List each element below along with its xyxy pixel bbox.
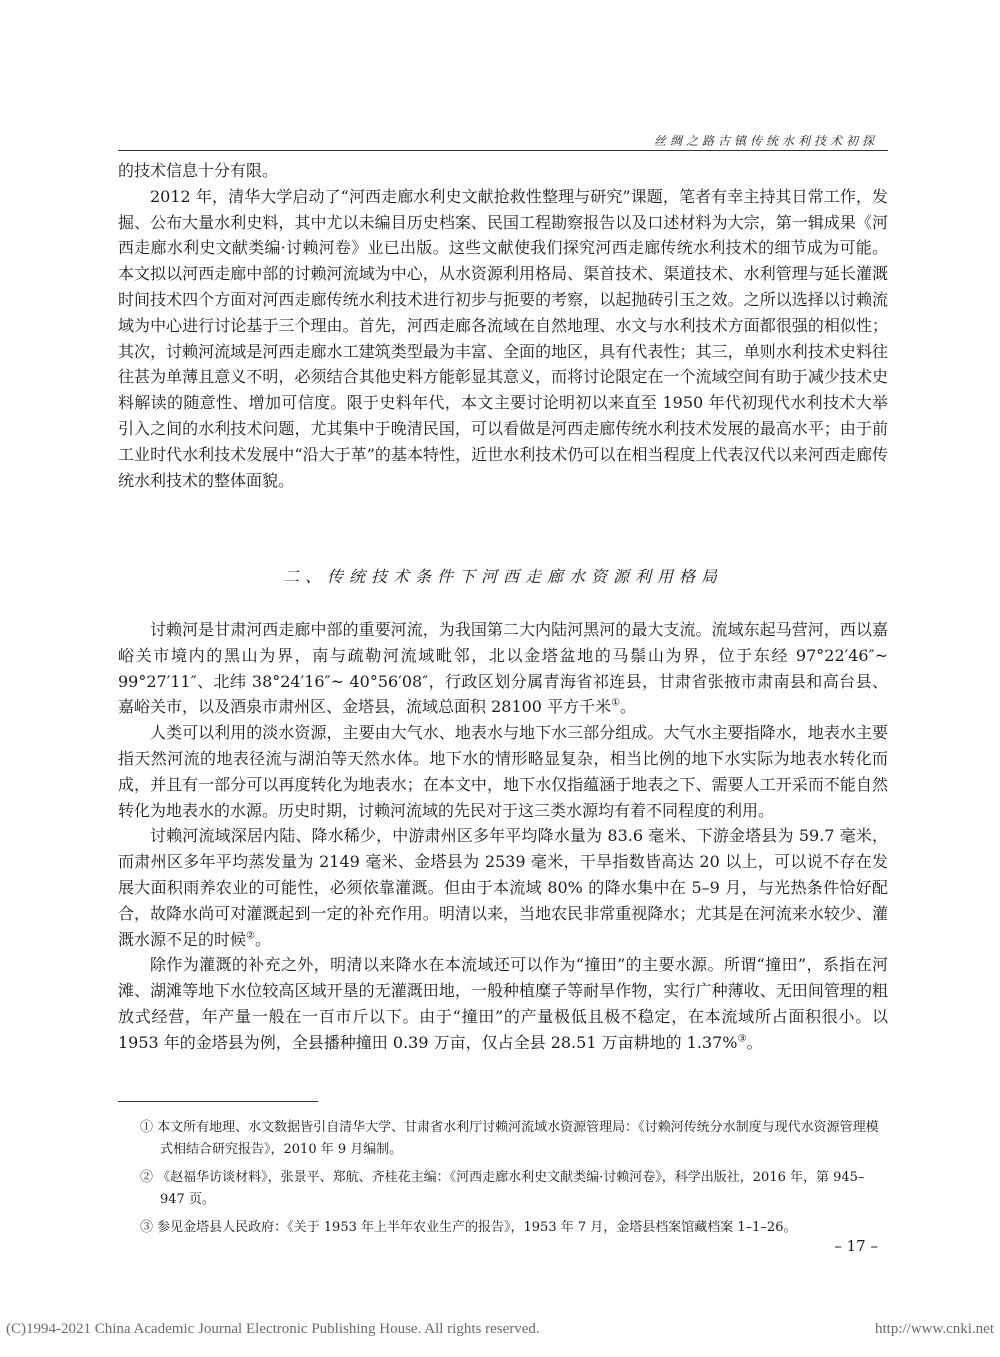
footnote <box>140 1167 888 1211</box>
footnote-text: 《赵福华访谈材料》，张景平、郑航、齐桂花主编：《河西走廊水利史文献类编·讨赖河卷》，科学出版社，2016 年，第 945–947 页。 <box>157 1170 865 1207</box>
footnote-mark: ② <box>140 1170 154 1185</box>
section-heading: 二、传统技术条件下河西走廊水资源利用格局 <box>282 567 723 586</box>
paragraph: 讨赖河是甘肃河西走廊中部的重要河流，为我国第二大内陆河黑河的最大支流。流域东起马营河，西以嘉峪关市境内的黑山为界，南与疏勒河流域毗邻，北以金塔盆地的马鬃山为界，位于东经 97°22′46″~ 99°27′11″、北纬 38°24′16″~ 40°56′08″，行政区划分属青海省祁连县，甘肃省张掖市肃南县和高台县、嘉峪关市，以及酒泉市肃州区、金塔县，流域总面积 28100 平方千米①。 <box>118 620 888 717</box>
page-number: – 17 – <box>834 1237 878 1255</box>
header-rule <box>118 150 888 151</box>
footnote-text: 本文所有地理、水文数据皆引自清华大学、甘肃省水利厅讨赖河流域水资源管理局：《讨赖河传统分水制度与现代水资源管理模式相结合研究报告》，2010 年 9 月编制。 <box>157 1120 879 1157</box>
copyright-footer <box>6 1321 994 1338</box>
paragraph-text: 讨赖河流域深居内陆、降水稀少，中游肃州区多年平均降水量为 83.6 毫米、下游金塔县为 59.7 毫米，而肃州区多年平均蒸发量为 2149 毫米、金塔县为 2539 毫米，干旱指数皆高达 20 以上，可以说不存在发展大面积雨养农业的可能性，必须依靠灌溉。但由于本流域 80% 的降水集中在 5–9 月，与光热条件恰好配合，故降水尚可对灌溉起到一定的补充作用。明清以来，当地农民非常重视降水；尤其是在河流来水较少、灌溉水源不足的时候 <box>118 826 888 949</box>
paragraph-text: 讨赖河是甘肃河西走廊中部的重要河流，为我国第二大内陆河黑河的最大支流。流域东起马营河，西以嘉峪关市境内的黑山为界，南与疏勒河流域毗邻，北以金塔盆地的马鬃山为界，位于东经 97°22′46″~ 99°27′11″、北纬 38°24′16″~ 40°56′08″，行政区划分属青海省祁连县，甘肃省张掖市肃南县和高台县、嘉峪关市，以及酒泉市肃州区、金塔县，流域总面积 28100 平方千米 <box>118 620 888 717</box>
footnote-text: 参见金塔县人民政府：《关于 1953 年上半年农业生产的报告》，1953 年 7 月，金塔县档案馆藏档案 1–1–26。 <box>157 1220 797 1235</box>
footnotes <box>140 1117 888 1245</box>
paragraph: 除作为灌溉的补充之外，明清以来降水在本流域还可以作为“撞田”的主要水源。所谓“撞田”，系指在河滩、湖滩等地下水位较高区域开垦的无灌溉田地，一般种植糜子等耐旱作物，实行广种薄收、无田间管理的粗放式经营，年产量一般在一百市斤以下。由于“撞田”的产量极低且极不稳定，在本流域所占面积很小。以 1953 年的金塔县为例，全县播种撞田 0.39 万亩，仅占全县 28.51 万亩耕地的 1.37%③。 <box>118 955 888 1052</box>
footnote <box>140 1117 888 1161</box>
copyright-text: (C)1994-2021 China Academic Journal Electronic Publishing House. All rights reserved. <box>6 1321 540 1337</box>
paragraph: 讨赖河流域深居内陆、降水稀少，中游肃州区多年平均降水量为 83.6 毫米、下游金塔县为 59.7 毫米，而肃州区多年平均蒸发量为 2149 毫米、金塔县为 2539 毫米，干旱指数皆高达 20 以上，可以说不存在发展大面积雨养农业的可能性，必须依靠灌溉。但由于本流域 80% 的降水集中在 5–9 月，与光热条件恰好配合，故降水尚可对灌溉起到一定的补充作用。明清以来，当地农民非常重视降水；尤其是在河流来水较少、灌溉水源不足的时候②。 <box>118 826 888 949</box>
footnote-ref[interactable]: ③ <box>737 1033 747 1045</box>
footnote <box>140 1217 888 1239</box>
paragraph <box>118 720 888 823</box>
footnote-mark: ① <box>140 1120 154 1135</box>
cnki-link[interactable]: http://www.cnki.net <box>874 1321 994 1337</box>
footnote-rule <box>118 1101 318 1102</box>
footnote-ref[interactable]: ② <box>246 930 255 942</box>
paragraph: 的技术信息十分有限。 <box>118 161 279 180</box>
footnote-mark: ③ <box>140 1220 154 1235</box>
running-header: 丝绸之路古镇传统水利技术初探 <box>653 134 878 148</box>
section1-body <box>118 158 888 493</box>
section2-body <box>118 617 888 1056</box>
footnote-ref[interactable]: ① <box>611 698 621 710</box>
paragraph: 2012 年，清华大学启动了“河西走廊水利史文献抢救性整理与研究”课题，笔者有幸主持其日常工作，发掘、公布大量水利史料，其中尤以未编目历史档案、民国工程勘察报告以及口述材料为大宗，第一辑成果《河西走廊水利史文献类编·讨赖河卷》业已出版。这些文献使我们探究河西走廊传统水利技术的细节成为可能。本文拟以河西走廊中部的讨赖河流域为中心，从水资源利用格局、渠首技术、渠道技术、水利管理与延长灌溉时间技术四个方面对河西走廊传统水利技术进行初步与扼要的考察，以起抛砖引玉之效。之所以选择以讨赖流域为中心进行讨论基于三个理由。首先，河西走廊各流域在自然地理、水文与水利技术方面都很强的相似性；其次，讨赖河流域是河西走廊水工建筑类型最为丰富、全面的地区，具有代表性；其三，单则水利技术史料往往甚为单薄且意义不明，必须结合其他史料方能彰显其意义，而将讨论限定在一个流域空间有助于减少技术史料解读的随意性、增加可信度。限于史料年代，本文主要讨论明初以来直至 1950 年代初现代水利技术大举引入之间的水利技术问题，尤其集中于晚清民国，可以看做是河西走廊传统水利技术发展的最高水平；由于前工业时代水利技术发展中“沿大于革”的基本特性，近世水利技术仍可以在相当程度上代表汉代以来河西走廊传统水利技术的整体面貌。 <box>118 186 888 490</box>
paragraph-text: 人类可以利用的淡水资源，主要由大气水、地表水与地下水三部分组成。大气水主要指降水，地表水主要指天然河流的地表径流与湖泊等天然水体。地下水的情形略显复杂，相当比例的地下水实际为地表水转化而成，并且有一部分可以再度转化为地表水；在本文中，地下水仅指蕴涵于地表之下、需要人工开采而不能自然转化为地表水的水源。历史时期，讨赖河流域的先民对于这三类水源均有着不同程度的利用。 <box>118 723 888 820</box>
paragraph-text: 除作为灌溉的补充之外，明清以来降水在本流域还可以作为“撞田”的主要水源。所谓“撞田”，系指在河滩、湖滩等地下水位较高区域开垦的无灌溉田地，一般种植糜子等耐旱作物，实行广种薄收、无田间管理的粗放式经营，年产量一般在一百市斤以下。由于“撞田”的产量极低且极不稳定，在本流域所占面积很小。以 1953 年的金塔县为例，全县播种撞田 0.39 万亩，仅占全县 28.51 万亩耕地的 1.37% <box>118 955 888 1052</box>
